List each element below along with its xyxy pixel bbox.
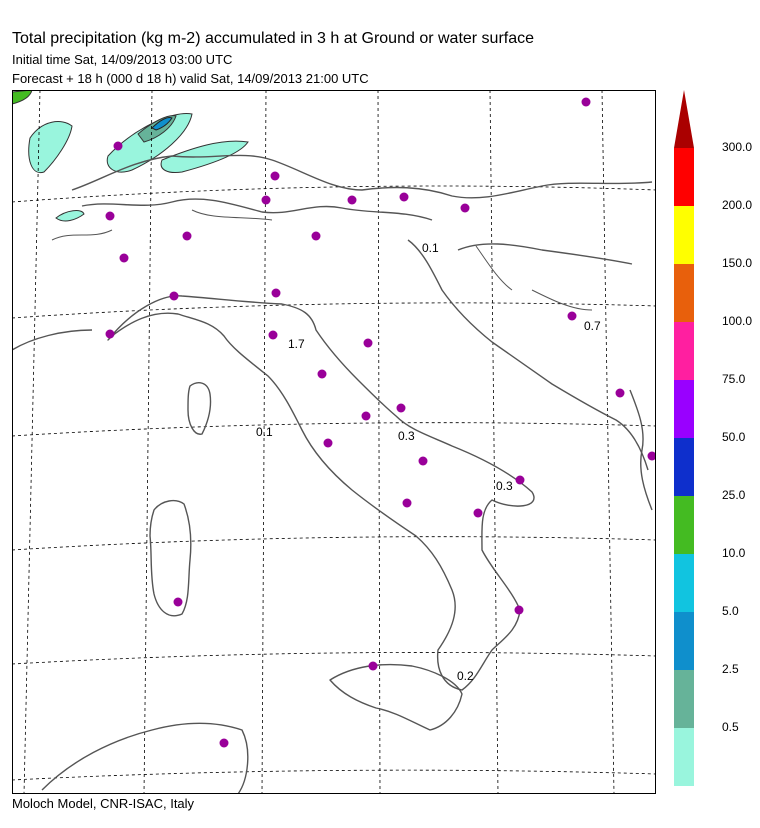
colorbar-label: 150.0 [722,256,753,270]
colorbar-swatch [674,264,694,322]
precip-area-small [56,211,84,221]
colorbar-swatch [674,438,694,496]
colorbar-arrow [674,90,704,150]
colorbar-label: 50.0 [722,430,746,444]
station-markers [106,98,657,748]
graticule [12,90,656,794]
colorbar-swatch [674,728,694,786]
colorbar-legend [674,90,754,750]
colorbar-swatch [674,380,694,438]
chart-title: Total precipitation (kg m-2) accumulated in 3 h at Ground or water surface [12,30,535,47]
precip-area-alps-west [29,122,72,173]
colorbar-label: 25.0 [722,488,746,502]
precipitation-areas [12,90,248,221]
colorbar-label: 2.5 [722,662,739,676]
coastlines [12,155,652,794]
colorbar-label: 10.0 [722,546,746,560]
colorbar-swatch [674,148,694,206]
initial-time: Initial time Sat, 14/09/2013 03:00 UTC [12,52,233,67]
colorbar-swatch [674,496,694,554]
colorbar-label: 300.0 [722,140,753,154]
value-label: 0.3 [398,429,415,443]
inland-features [52,210,592,310]
forecast-validity: Forecast + 18 h (000 d 18 h) valid Sat, 14/09/2013 21:00 UTC [12,71,369,86]
colorbar-swatch [674,206,694,264]
colorbar-label: 5.0 [722,604,739,618]
value-label: 0.2 [457,669,474,683]
colorbar-swatch [674,670,694,728]
value-labels [256,241,601,683]
value-label: 1.7 [288,337,305,351]
value-label: 0.3 [496,479,513,493]
model-credit: Moloch Model, CNR-ISAC, Italy [12,796,195,811]
colorbar-label: 200.0 [722,198,753,212]
value-label: 0.7 [584,319,601,333]
colorbar-label: 100.0 [722,314,753,328]
colorbar-swatch [674,612,694,670]
colorbar-swatch [674,322,694,380]
colorbar-label: 0.5 [722,720,739,734]
precipitation-map [12,90,656,794]
colorbar-label: 75.0 [722,372,746,386]
precip-area-corner [12,90,32,104]
value-label: 0.1 [422,241,439,255]
value-label: 0.1 [256,425,273,439]
colorbar-swatch [674,554,694,612]
